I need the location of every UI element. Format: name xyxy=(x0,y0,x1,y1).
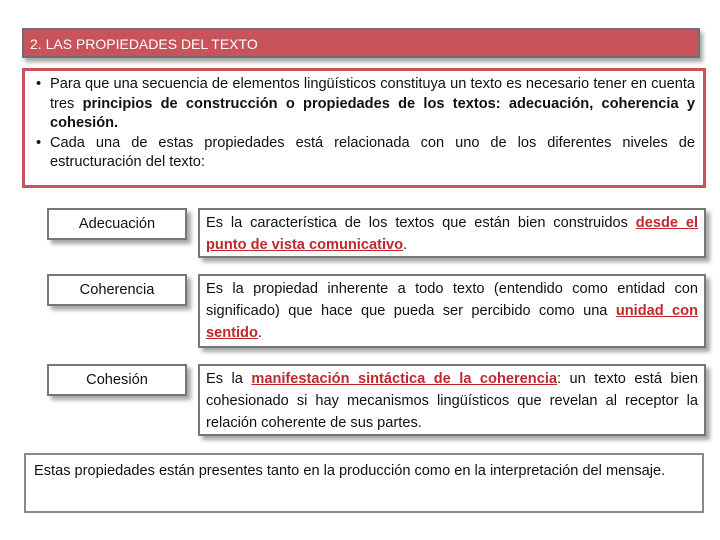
conclusion-box: Estas propiedades están presentes tanto en la producción como en la interpretación del mensaje. xyxy=(24,453,704,513)
desc-coherencia-text: Es la propiedad inherente a todo texto (entendido como entidad con significado) que hace que pueda ser percibido como una xyxy=(206,281,698,319)
intro-list xyxy=(33,75,695,173)
term-cohesion: Cohesión xyxy=(47,364,187,396)
desc-coherencia-tail: . xyxy=(257,325,262,341)
term-adecuacion: Adecuación xyxy=(47,208,187,240)
desc-coherencia xyxy=(198,274,706,348)
desc-adecuacion-text: Es la característica de los textos que están bien construidos xyxy=(206,215,636,231)
desc-cohesion xyxy=(198,364,706,436)
intro-bullet-1-text: Para que una secuencia de elementos lingüísticos constituya un texto es necesario tener en cuenta tres xyxy=(50,76,695,112)
term-coherencia: Coherencia xyxy=(47,274,187,306)
desc-cohesion-tail: : un texto está bien cohesionado si hay mecanismos lingüísticos que revelan al receptor la relación coherente de sus partes. xyxy=(206,371,699,431)
intro-bullet-1-bold: principios de construcción o propiedades de los textos: adecuación, coherencia y cohesión. xyxy=(50,95,695,131)
intro-bullet-2: • Cada una de estas propiedades está relacionada con uno de los diferentes niveles de estructuración del texto: xyxy=(33,134,695,173)
desc-cohesion-highlight: manifestación sintáctica de la coherencia xyxy=(251,371,557,387)
slide-title: 2. LAS PROPIEDADES DEL TEXTO xyxy=(22,28,700,58)
desc-cohesion-text: Es la xyxy=(206,371,252,387)
desc-adecuacion-tail: . xyxy=(403,237,408,253)
desc-adecuacion xyxy=(198,208,706,258)
desc-adecuacion-highlight: desde el punto de vista comunicativo xyxy=(206,215,698,253)
desc-coherencia-highlight: unidad con sentido xyxy=(206,303,698,341)
intro-box xyxy=(22,68,706,188)
intro-bullet-1 xyxy=(33,75,695,134)
